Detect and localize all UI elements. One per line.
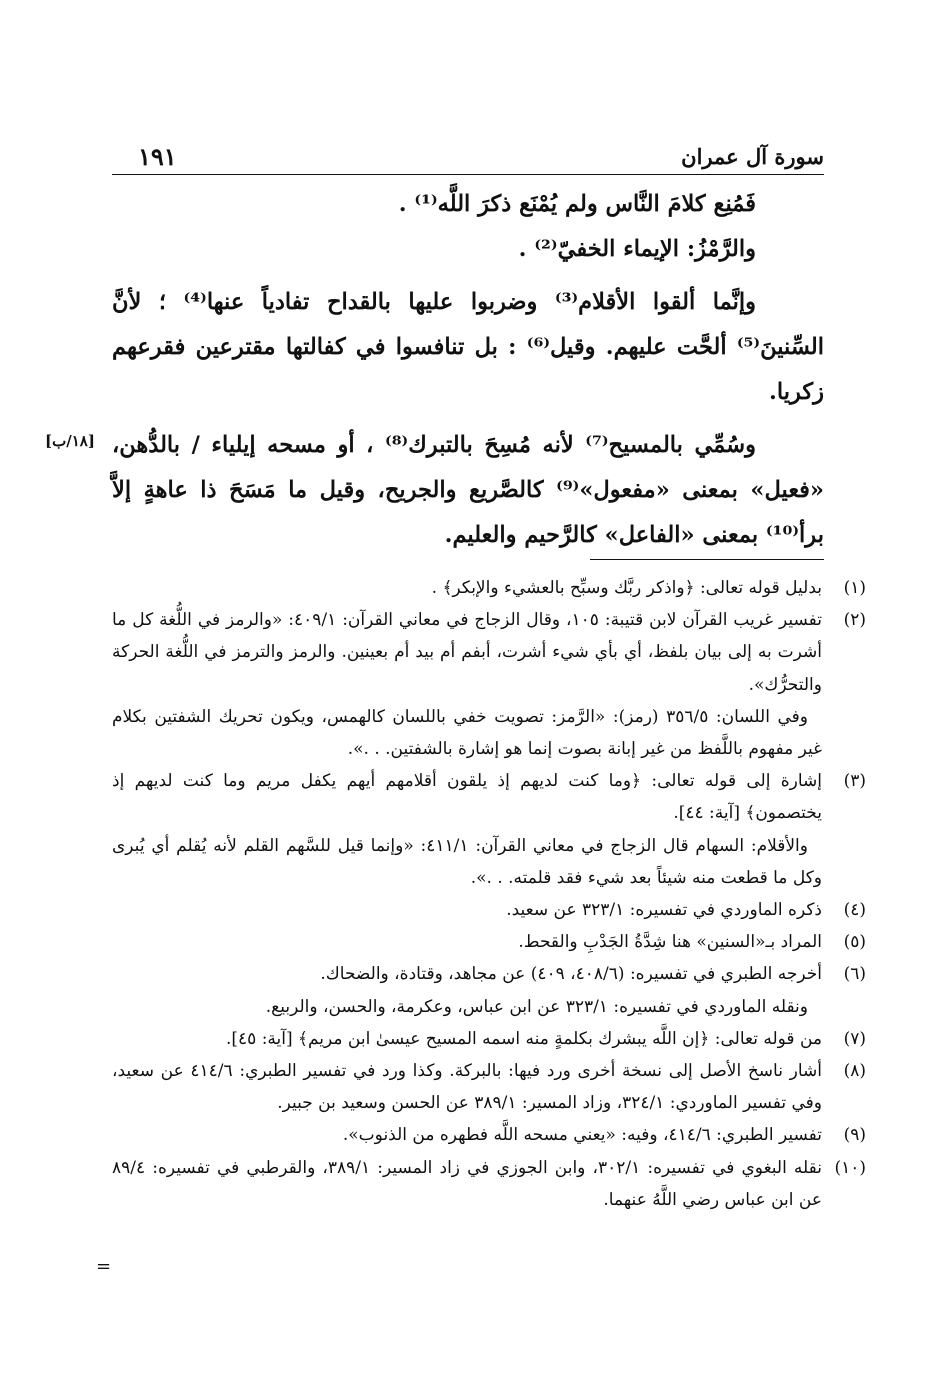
footnote-number: (٢) <box>843 610 866 631</box>
manuscript-folio-ref: [١٨/ب] <box>45 432 95 450</box>
surah-title: سورة آل عمران <box>681 144 824 169</box>
footnote-text: أخرجه الطبري في تفسيره: (٤٠٨/٦، ٤٠٩) عن مجاهد، وقتادة، والضحاك. <box>320 964 822 985</box>
main-paragraph: وسُمِّي بالمسيح⁽⁷⁾ لأنه مُسِحَ بالتبرك⁽⁸⁾ ، أو مسحه إيلياء / بالدُّهن، «فعيل» بمعنى «مفعول»⁽⁹⁾ كالصَّريع والجريح، وقيل ما مَسَحَ ذا عاهةٍ إلاَّ برأ⁽¹⁰⁾ بمعنى «الفاعل» كالرَّحيم والعليم. <box>112 432 824 548</box>
main-paragraph: وإنَّما ألقوا الأقلام⁽³⁾ وضربوا عليها بالقداح تفادياً عنها⁽⁴⁾ ؛ لأنَّ السِّنينَ⁽⁵⁾ ألحَّت عليهم. وقيل⁽⁶⁾ : بل تنافسوا في كفالتها مقترعين فقرعهم زكريا. <box>112 289 824 405</box>
footnote-text: تفسير الطبري: ٤١٤/٦، وفيه: «يعني مسحه اللَّه فطهره من الذنوب». <box>342 1125 822 1146</box>
footnote-text: ذكره الماوردي في تفسيره: ٣٢٣/١ عن سعيد. <box>506 900 822 921</box>
footnote-text: بدليل قوله تعالى: ﴿واذكر ربَّك وسبِّح بالعشيء والإبكر﴾ . <box>431 578 822 598</box>
main-paragraph: والرَّمْزُ: الإيماء الخفيّ⁽²⁾ . <box>518 236 756 262</box>
footnote-text: أشار ناسخ الأصل إلى نسخة أخرى ورد فيها: بالبركة. وكذا ورد في تفسير الطبري: ٤١٤/٦ عن سعيد، وفي تفسير الماوردي: ٣٢٤/١، وزاد المسير: ٣٨٩/١ عن الحسن وسعيد بن جبير. <box>112 1061 822 1114</box>
footnote-text: والأقلام: السهام قال الزجاج في معاني القرآن: ٤١١/١: «وإنما قيل للسَّهم القلم لأنه يُقلم أي يُبرى وكل ما قطعت منه شيئاً بعد شيء فقد قلمته. . .». <box>112 835 822 888</box>
page-number: ١٩١ <box>138 142 177 171</box>
footnote-number: (٦) <box>843 964 866 985</box>
footnote-number: (٤) <box>843 900 866 921</box>
footnote-number: (٥) <box>843 932 866 953</box>
footnote-text: المراد بـ«السنين» هنا شِدَّةُ الجَدْبِ والقحط. <box>518 932 822 953</box>
footnote-separator <box>590 559 824 560</box>
footnote-text: ونقله الماوردي في تفسيره: ٣٢٣/١ عن ابن عباس، وعكرمة، والحسن، والربيع. <box>265 996 808 1017</box>
footnote-number: (١٠) <box>834 1157 866 1178</box>
page-header <box>112 140 824 175</box>
footnote-8 <box>112 1055 866 1119</box>
footnote-number: (٣) <box>843 771 866 792</box>
footnote-4 <box>112 894 866 926</box>
footnote-5 <box>112 926 866 958</box>
footnote-7 <box>112 1023 866 1055</box>
footnote-text: وفي اللسان: ٣٥٦/٥ (رمز): «الرَّمز: تصويت خفي باللسان كالهمس، ويكون تحريك الشفتين بكلام غير مفهوم باللَّفظ من غير إبانة بصوت إنما هو إشارة بالشفتين. . .». <box>112 706 822 760</box>
footnote-text: إشارة إلى قوله تعالى: ﴿وما كنت لديهم إذ يلقون أقلامهم أيهم يكفل مريم وما كنت لديهم إذ يختصمون﴾ [آية: ٤٤]. <box>112 771 822 824</box>
footnote-number: (٧) <box>843 1028 866 1049</box>
footnote-text: نقله البغوي في تفسيره: ٣٠٢/١، وابن الجوزي في زاد المسير: ٣٨٩/١، والقرطبي في تفسيره: ٨٩/٤ عن ابن عباس رضي اللَّهُ عنهما. <box>112 1157 822 1210</box>
footnote-1 <box>112 572 866 604</box>
footnote-number: (١) <box>843 578 866 598</box>
footnote-9 <box>112 1119 866 1151</box>
footnotes <box>112 572 866 1216</box>
footnote-number: (٩) <box>843 1125 866 1146</box>
footnote-10 <box>112 1152 866 1216</box>
footnote-2 <box>112 604 866 765</box>
main-paragraph: فَمُنِع كلامَ النَّاس ولم يُمْنَع ذكرَ اللَّه⁽¹⁾ . <box>398 191 756 217</box>
footnote-text: تفسير غريب القرآن لابن قتيبة: ١٠٥، وقال الزجاج في معاني القرآن: ٤٠٩/١: «والرمز في اللُّغة كل ما أشرت به إلى بيان بلفظ، أي بأي شيء أشرت، أبفم أم بيد أم بعينين. والرمز والترمز في اللُّغة الحركة والتحرُّك». <box>112 610 822 695</box>
footnote-number: (٨) <box>843 1061 866 1082</box>
footnote-text: من قوله تعالى: ﴿إن اللَّه يبشرك بكلمةٍ منه اسمه المسيح عيسىٰ ابن مريم﴾ [آية: ٤٥]. <box>225 1028 822 1049</box>
continuation-mark: = <box>96 1256 112 1277</box>
main-text <box>112 182 824 558</box>
footnote-6 <box>112 958 866 1022</box>
footnote-3 <box>112 765 866 894</box>
